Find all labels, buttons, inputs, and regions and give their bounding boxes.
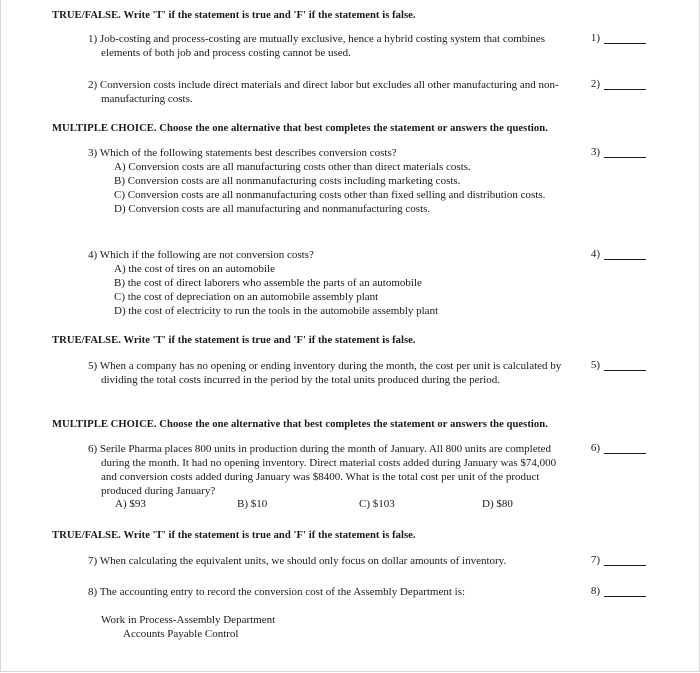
- question-7: [88, 554, 574, 568]
- question-6: [88, 442, 574, 498]
- question-4-option-c[interactable]: C) the cost of depreciation on an automobile assembly plant: [114, 291, 379, 303]
- journal-entry-debit: Work in Process-Assembly Department: [101, 614, 276, 626]
- journal-entry-credit: Accounts Payable Control: [123, 628, 239, 640]
- question-4-option-a[interactable]: A) the cost of tires on an automobile: [114, 263, 275, 275]
- answer-number-7: 7): [590, 554, 600, 566]
- question-3-option-a[interactable]: A) Conversion costs are all manufacturing costs other than direct materials costs.: [114, 161, 471, 173]
- answer-number-3: 3): [590, 146, 600, 158]
- section-heading-multiple-choice: MULTIPLE CHOICE. Choose the one alternative that best completes the statement or answers the question.: [52, 123, 548, 134]
- question-6-choice-d[interactable]: D) $80: [482, 498, 513, 510]
- answer-number-5: 5): [590, 359, 600, 371]
- question-1-text: 1) Job-costing and process-costing are mutually exclusive, hence a hybrid costing system that combines elements of both job and process costing cannot be used.: [88, 33, 545, 59]
- question-3-option-c[interactable]: C) Conversion costs are all nonmanufacturing costs other than fixed selling and distribution costs.: [114, 189, 546, 201]
- question-3-text: 3) Which of the following statements best describes conversion costs?: [88, 147, 397, 159]
- answer-blank-7[interactable]: [604, 555, 646, 566]
- question-4-option-b[interactable]: B) the cost of direct laborers who assemble the parts of an automobile: [114, 277, 422, 289]
- answer-number-2: 2): [590, 78, 600, 90]
- answer-blank-8[interactable]: [604, 586, 646, 597]
- question-8: [88, 585, 574, 599]
- answer-number-8: 8): [590, 585, 600, 597]
- question-4-text: 4) Which if the following are not conversion costs?: [88, 249, 314, 261]
- section-heading-multiple-choice-2: MULTIPLE CHOICE. Choose the one alternative that best completes the statement or answers the question.: [52, 419, 548, 430]
- answer-blank-1[interactable]: [604, 33, 646, 44]
- question-6-choice-b[interactable]: B) $10: [237, 498, 268, 510]
- question-8-text: 8) The accounting entry to record the conversion cost of the Assembly Department is:: [88, 586, 466, 598]
- question-6-text: 6) Serile Pharma places 800 units in production during the month of January. All 800 units are completed during the month. It had no opening inventory. Direct material costs added during January was $74,000 and conversion costs added during January was $8400. What is the total cost per unit of the product produced during January?: [88, 443, 557, 497]
- answer-blank-5[interactable]: [604, 360, 646, 371]
- question-2: [88, 78, 574, 106]
- question-6-choice-c[interactable]: C) $103: [359, 498, 395, 510]
- answer-number-4: 4): [590, 248, 600, 260]
- answer-number-1: 1): [590, 32, 600, 44]
- section-heading-true-false-2: TRUE/FALSE. Write 'T' if the statement is true and 'F' if the statement is false.: [52, 335, 416, 346]
- answer-blank-2[interactable]: [604, 79, 646, 90]
- question-1: [88, 32, 574, 60]
- question-4-option-d[interactable]: D) the cost of electricity to run the tools in the automobile assembly plant: [114, 305, 439, 317]
- question-4: [88, 248, 574, 318]
- question-5: [88, 359, 574, 387]
- answer-number-6: 6): [590, 442, 600, 454]
- question-3-option-d[interactable]: D) Conversion costs are all manufacturing and nonmanufacturing costs.: [114, 203, 431, 215]
- answer-blank-3[interactable]: [604, 147, 646, 158]
- answer-blank-6[interactable]: [604, 443, 646, 454]
- question-6-choice-a[interactable]: A) $93: [115, 498, 146, 510]
- section-heading-true-false-3: TRUE/FALSE. Write 'T' if the statement is true and 'F' if the statement is false.: [52, 530, 416, 541]
- question-7-text: 7) When calculating the equivalent units, we should only focus on dollar amounts of inventory.: [88, 555, 507, 567]
- question-5-text: 5) When a company has no opening or ending inventory during the month, the cost per unit is calculated by dividing the total costs incurred in the period by the total units produced during the period.: [88, 360, 562, 386]
- journal-entry: [101, 613, 275, 641]
- section-heading-true-false: TRUE/FALSE. Write 'T' if the statement is true and 'F' if the statement is false.: [52, 10, 416, 21]
- question-3-option-b[interactable]: B) Conversion costs are all nonmanufacturing costs including marketing costs.: [114, 175, 461, 187]
- question-3: [88, 146, 574, 216]
- answer-blank-4[interactable]: [604, 249, 646, 260]
- question-2-text: 2) Conversion costs include direct materials and direct labor but excludes all other manufacturing and non-manufacturing costs.: [88, 79, 559, 105]
